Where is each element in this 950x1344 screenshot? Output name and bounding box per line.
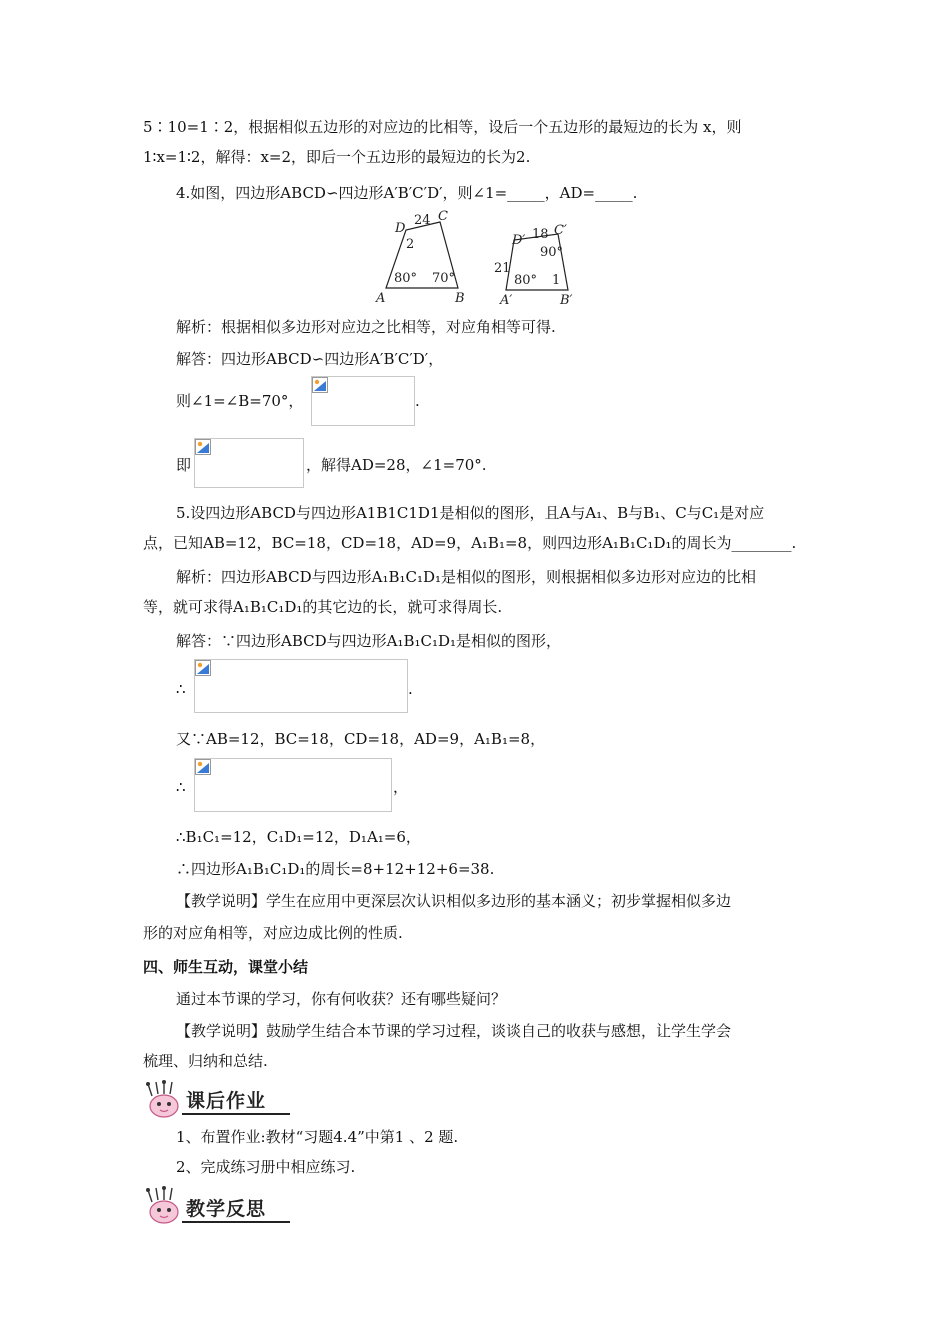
label-right-dc: 18 <box>532 227 549 242</box>
label-left-ad: 2 <box>406 237 415 252</box>
question-4: 4.如图，四边形ABCD∽四边形A′B′C′D′，则∠1=_____，AD=_____. <box>176 184 638 202</box>
mascot-icon <box>142 1186 186 1226</box>
formula-image <box>194 438 304 488</box>
text-line: ，解得AD=28，∠1=70°. <box>306 456 487 474</box>
label-left-b: B <box>455 291 465 306</box>
formula-image <box>194 758 392 812</box>
label-left-angle-b: 70° <box>432 271 456 286</box>
text-line: 解析：根据相似多边形对应边之比相等，对应角相等可得. <box>176 318 556 336</box>
label-right-a: A′ <box>500 293 513 306</box>
homework-item: 1、布置作业:教材“习题4.4”中第1 、2 题. <box>176 1128 459 1146</box>
text-line: 等，就可求得A₁B₁C₁D₁的其它边的长，就可求得周长. <box>143 598 503 616</box>
teaching-note: 【教学说明】学生在应用中更深层次认识相似多边形的基本涵义；初步掌握相似多边 <box>176 892 732 910</box>
text-line: 通过本节课的学习，你有何收获？还有哪些疑问？ <box>176 990 507 1008</box>
label-left-d: D <box>395 221 406 236</box>
label-right-angle-c: 90° <box>540 245 564 260</box>
text-line: . <box>408 680 413 698</box>
text-line: 5∶10=1∶2，根据相似五边形的对应边的比相等，设后一个五边形的最短边的长为 x，则 <box>143 118 742 136</box>
text-line: 解答：∵四边形ABCD与四边形A₁B₁C₁D₁是相似的图形， <box>176 632 562 650</box>
homework-item: 2、完成练习册中相应练习. <box>176 1158 356 1176</box>
text-line: 解析：四边形ABCD与四边形A₁B₁C₁D₁是相似的图形，则根据相似多边形对应边的比相 <box>176 568 757 586</box>
broken-image-icon <box>195 660 211 676</box>
therefore-symbol: ∴ <box>176 778 186 796</box>
question-5: 5.设四边形ABCD与四边形A1B1C1D1是相似的图形，且A与A₁、B与B₁、C与C₁是对应 <box>176 504 765 522</box>
banner-title: 课后作业 <box>186 1090 267 1112</box>
text-line: 即 <box>176 456 192 474</box>
label-right-angle-b: 1 <box>552 273 561 288</box>
reflection-banner <box>142 1186 290 1226</box>
section-heading: 四、师生互动，课堂小结 <box>143 958 309 976</box>
text-line: 解答：四边形ABCD∽四边形A′B′C′D′， <box>176 350 444 368</box>
banner-title: 教学反思 <box>186 1198 267 1220</box>
teaching-note: 【教学说明】鼓励学生结合本节课的学习过程，谈谈自己的收获与感想，让学生学会 <box>176 1022 732 1040</box>
text-line: 形的对应角相等，对应边成比例的性质. <box>143 924 403 942</box>
broken-image-icon <box>195 759 211 775</box>
text-line: 1∶x=1∶2，解得：x=2，即后一个五边形的最短边的长为2. <box>143 148 531 166</box>
label-right-c: C′ <box>554 223 567 238</box>
formula-image <box>311 376 415 426</box>
label-right-d: D′ <box>512 233 526 248</box>
text-line: 点，已知AB=12，BC=18，CD=18，AD=9，A₁B₁=8，则四边形A₁B₁C₁D₁的周长为________. <box>143 534 797 552</box>
label-left-dc: 24 <box>414 213 431 228</box>
broken-image-icon <box>195 439 211 455</box>
label-right-angle-a: 80° <box>514 273 538 288</box>
label-left-angle-a: 80° <box>394 271 418 286</box>
banner-underline <box>182 1113 290 1115</box>
label-right-b: B′ <box>560 293 573 306</box>
label-left-a: A <box>376 291 386 306</box>
text-line: ∴B₁C₁=12，C₁D₁=12，D₁A₁=6， <box>176 828 421 846</box>
text-line: 梳理、归纳和总结. <box>143 1052 268 1070</box>
text-line: ， <box>393 778 409 796</box>
formula-image <box>194 659 408 713</box>
broken-image-icon <box>312 377 328 393</box>
text-line: 又∵AB=12，BC=18，CD=18，AD=9，A₁B₁=8， <box>176 730 546 748</box>
therefore-symbol: ∴ <box>176 680 186 698</box>
text-line: . <box>415 392 420 410</box>
text-line: ∴四边形A₁B₁C₁D₁的周长=8+12+12+6=38. <box>176 860 495 878</box>
text-line: 则∠1=∠B=70°， <box>176 392 304 410</box>
label-left-c: C <box>438 210 448 224</box>
mascot-icon <box>142 1080 186 1120</box>
homework-banner <box>142 1080 290 1120</box>
quadrilateral-figure <box>370 210 590 306</box>
banner-underline <box>182 1221 290 1223</box>
label-right-ad: 21 <box>494 261 511 276</box>
